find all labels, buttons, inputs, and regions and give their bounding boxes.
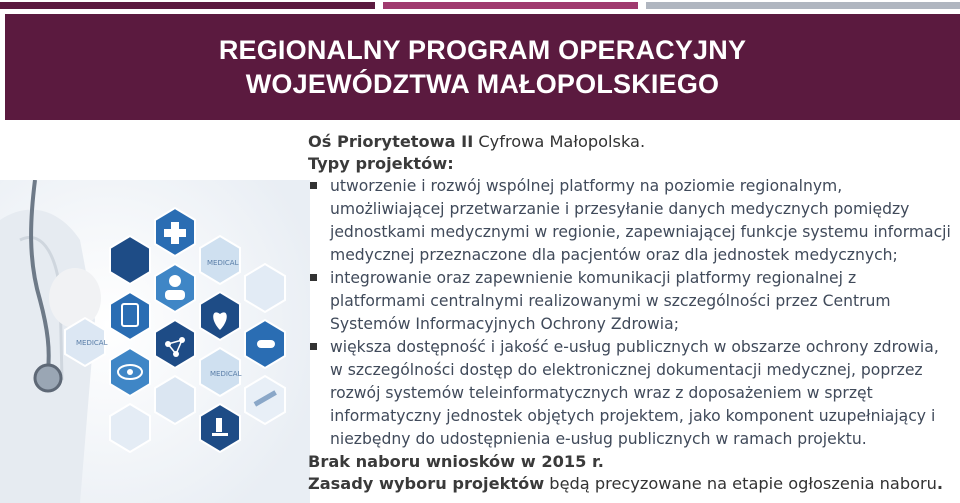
list-item: większa dostępność i jakość e-usług publicznych w obszarze ochrony zdrowia, w szczególności dostęp do elektronicznej dokumentacji medycznej, poprzez rozwój systemów teleinformatycznych wraz z doposażeniem w sprzęt informatyczny jednostek objętych projektem, jako komponent uzupełniający i niezbędny do udostępnienia e-usług publicznych w ramach projektu. <box>308 336 956 451</box>
project-types-heading: Typy projektów: <box>308 154 454 173</box>
title-banner <box>5 14 960 120</box>
top-accent-bar-2 <box>383 2 638 9</box>
medical-label-1: MEDICAL <box>76 339 108 347</box>
selection-rules-line <box>308 473 956 495</box>
project-types-list <box>308 175 956 451</box>
pill-icon <box>257 340 275 348</box>
slide-body <box>308 131 956 495</box>
priority-axis-label: Oś Priorytetowa II <box>308 132 474 151</box>
selection-rules-text: będą precyzowane na etapie ogłoszenia naboru <box>544 474 937 493</box>
no-call-note: Brak naboru wniosków w 2015 r. <box>308 452 604 471</box>
top-accent-bar-1 <box>0 2 375 9</box>
title-line-2: WOJEWÓDZTWA MAŁOPOLSKIEGO <box>245 69 720 99</box>
medical-label-3: MEDICAL <box>210 370 242 378</box>
title-line-1: REGIONALNY PROGRAM OPERACYJNY <box>218 35 747 65</box>
medical-label-2: MEDICAL <box>207 259 239 267</box>
priority-axis-line <box>308 131 956 153</box>
medical-illustration <box>0 180 310 503</box>
priority-axis-name: Cyfrowa Małopolska. <box>473 132 646 151</box>
list-item: utworzenie i rozwój wspólnej platformy na poziomie regionalnym, umożliwiającej przetwarzanie i przesyłanie danych medycznych pomiędzy jednostkami medycznymi w regionie, zapewniającej funkcje systemu informacji medycznej przeznaczone dla pacjentów oraz dla jednostek medycznych; <box>308 175 956 267</box>
list-item: integrowanie oraz zapewnienie komunikacji platformy regionalnej z platformami centralnymi realizowanymi w szczególności przez Centrum Systemów Informacyjnych Ochrony Zdrowia; <box>308 267 956 336</box>
medical-hexagons-image <box>0 180 310 503</box>
selection-rules-label: Zasady wyboru projektów <box>308 474 545 493</box>
selection-rules-period: . <box>936 474 944 493</box>
top-accent-bar-3 <box>646 2 960 9</box>
